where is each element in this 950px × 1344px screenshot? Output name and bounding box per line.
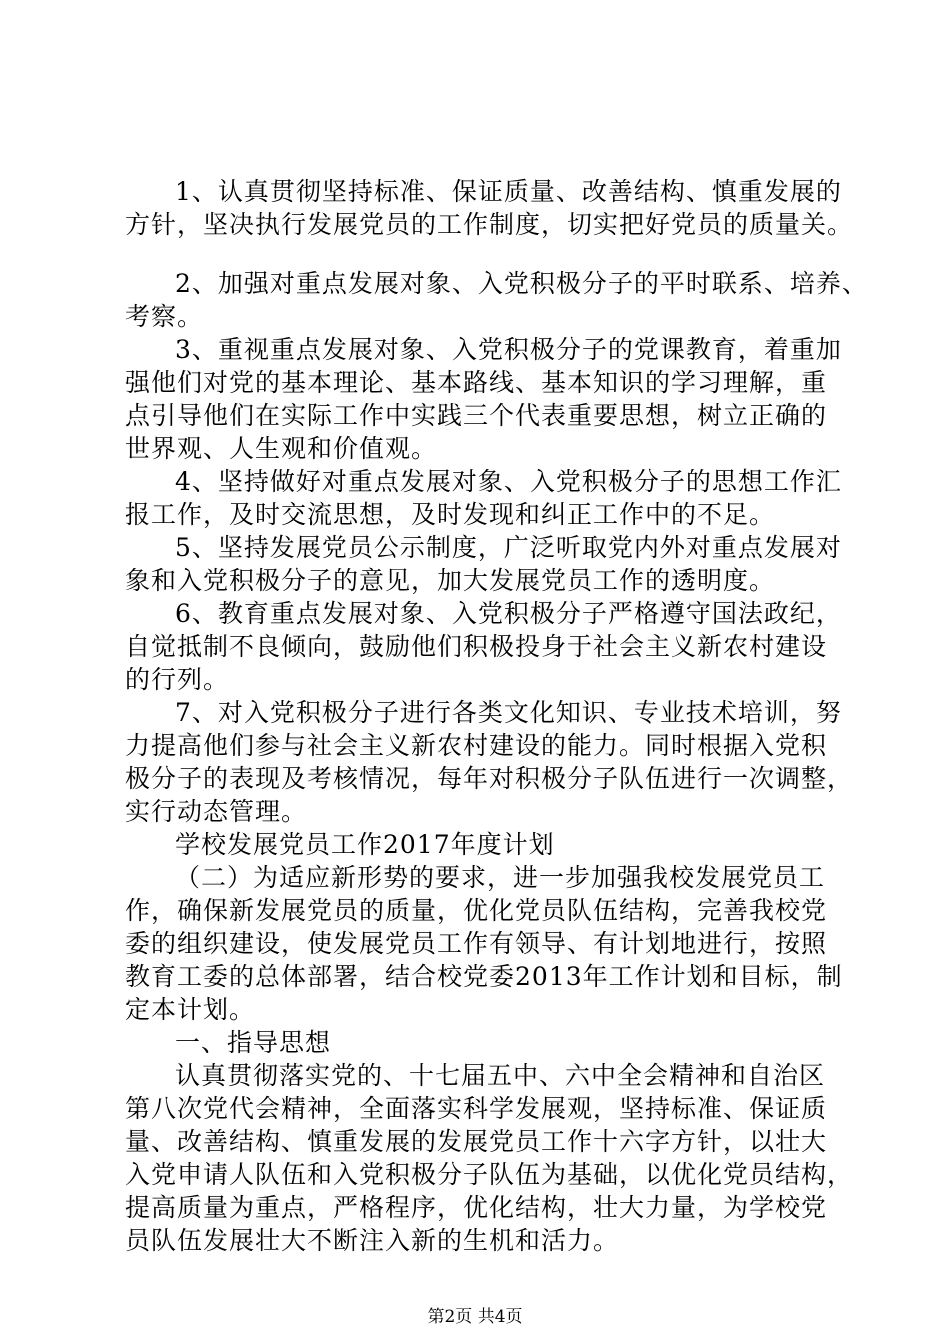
text-line: 认真贯彻落实党的、十七届五中、六中全会精神和自治区: [175, 1061, 826, 1090]
text-line: 实行动态管理。: [125, 797, 308, 826]
text-line: 7、对入党积极分子进行各类文化知识、专业技术培训，努: [175, 698, 842, 727]
text-line: 世界观、人生观和价值观。: [125, 434, 438, 463]
text-line: 5、坚持发展党员公示制度，广泛听取党内外对重点发展对: [175, 533, 842, 562]
text-line: 考察。: [125, 302, 204, 331]
text-line: 委的组织建设，使发展党员工作有领导、有计划地进行，按照: [125, 929, 828, 958]
text-line: 2、加强对重点发展对象、入党积极分子的平时联系、培养、: [175, 269, 868, 298]
text-line: 提高质量为重点，严格程序，优化结构，壮大力量，为学校党: [125, 1193, 828, 1222]
text-line: 教育工委的总体部署，结合校党委2013年工作计划和目标，制: [125, 962, 843, 991]
text-line: 3、重视重点发展对象、入党积极分子的党课教育，着重加: [175, 335, 842, 364]
text-line: 的行列。: [125, 665, 230, 694]
text-line: 自觉抵制不良倾向，鼓励他们积极投身于社会主义新农村建设: [125, 632, 828, 661]
text-line: 定本计划。: [125, 995, 256, 1024]
text-line: 力提高他们参与社会主义新农村建设的能力。同时根据入党积: [125, 731, 828, 760]
text-line: （二）为适应新形势的要求，进一步加强我校发展党员工: [175, 863, 826, 892]
text-line: 员队伍发展壮大不断注入新的生机和活力。: [125, 1226, 620, 1255]
section-heading: 一、指导思想: [175, 1028, 332, 1057]
text-line: 极分子的表现及考核情况，每年对积极分子队伍进行一次调整，: [125, 764, 854, 793]
text-line: 作，确保新发展党员的质量，优化党员队伍结构，完善我校党: [125, 896, 828, 925]
text-line: 强他们对党的基本理论、基本路线、基本知识的学习理解，重: [125, 368, 828, 397]
page-footer: 第2页 共4页: [427, 1307, 523, 1327]
text-line: 量、改善结构、慎重发展的发展党员工作十六字方针，以壮大: [125, 1127, 828, 1156]
text-line: 1、认真贯彻坚持标准、保证质量、改善结构、慎重发展的: [175, 177, 842, 206]
text-line: 象和入党积极分子的意见，加大发展党员工作的透明度。: [125, 566, 776, 595]
text-line: 4、坚持做好对重点发展对象、入党积极分子的思想工作汇: [175, 467, 842, 496]
text-line: 6、教育重点发展对象、入党积极分子严格遵守国法政纪，: [175, 599, 842, 628]
text-line: 第八次党代会精神，全面落实科学发展观，坚持标准、保证质: [125, 1094, 828, 1123]
text-line: 报工作，及时交流思想，及时发现和纠正工作中的不足。: [125, 500, 776, 529]
text-line: 入党申请人队伍和入党积极分子队伍为基础，以优化党员结构，: [125, 1160, 854, 1189]
section-heading: 学校发展党员工作2017年度计划: [175, 830, 555, 859]
text-line: 点引导他们在实际工作中实践三个代表重要思想，树立正确的: [125, 401, 828, 430]
text-line: 方针，坚决执行发展党员的工作制度，切实把好党员的质量关。: [125, 210, 854, 239]
